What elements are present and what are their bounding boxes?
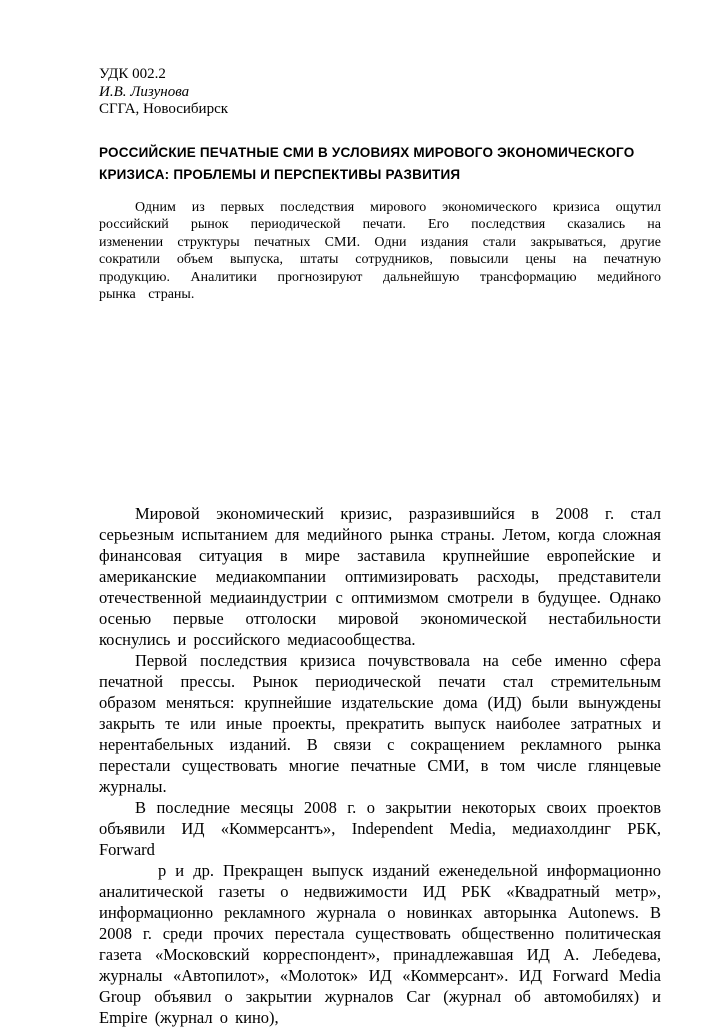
article-title-line-1: РОССИЙСКИЕ ПЕЧАТНЫЕ СМИ В УСЛОВИЯХ МИРОВОГО ЭКОНОМИЧЕСКОГО	[99, 144, 635, 160]
body-paragraph-1: Мировой экономический кризис, разразившийся в 2008 г. стал серьезным испытанием для медийного рынка страны. Летом, когда сложная финансовая ситуация в мире заставила крупнейшие европейские и американские медиакомпании оптимизировать расходы, представители отечественной медиаиндустрии с оптимизмом смотрели в будущее. Однако осенью первые отголоски мировой экономической нестабильности коснулись и российского медиасообщества.	[99, 503, 661, 649]
body-paragraph-3: В последние месяцы 2008 г. о закрытии некоторых своих проектов объявили ИД «Коммерсантъ», Independent Media, медиахолдинг РБК, Forward	[99, 797, 661, 859]
udc-number: УДК 002.2	[99, 66, 166, 82]
article-title	[99, 142, 661, 186]
author-name: И.В. Лизунова	[99, 83, 190, 100]
affiliation: СГГА, Новосибирск	[99, 101, 229, 117]
abstract-paragraph: Одним из первых последствия мирового экономического кризиса ощутил российский рынок периодической печати. Его последствия сказались на изменении структуры печатных СМИ. Одни издания стали закрываться, другие сократили объем выпуска, штаты сотрудников, повысили цены на печатную продукцию. Аналитики прогнозируют дальнейшую трансформацию медийного рынка страны.	[99, 199, 661, 302]
body-paragraph-3-continuation: р и др. Прекращен выпуск изданий еженедельной информационно аналитической газеты о недвижимости ИД РБК «Квадратный метр», информационно рекламного журнала о новинках авторынка Autonews. В 2008 г. среди прочих перестала существовать общественно политическая газета «Московский корреспондент», принадлежавшая ИД А. Лебедева, журналы «Автопилот», «Молоток» ИД «Коммерсант». ИД Forward Media Group объявил о закрытии журналов Car (журнал об автомобилях) и Empire (журнал о кино),	[99, 860, 661, 1027]
blank-gap	[99, 304, 661, 503]
document-meta	[99, 66, 661, 119]
body-paragraph-2: Первой последствия кризиса почувствовала на себе именно сфера печатной прессы. Рынок периодической печати стал стремительным образом меняться: крупнейшие издательские дома (ИД) были вынуждены закрыть те или иные проекты, прекратить выпуск наиболее затратных и нерентабельных изданий. В связи с сокращением рекламного рынка перестали существовать многие печатные СМИ, в том числе глянцевые журналы.	[99, 650, 661, 796]
article-title-line-2: КРИЗИСА: ПРОБЛЕМЫ И ПЕРСПЕКТИВЫ РАЗВИТИЯ	[99, 166, 461, 182]
